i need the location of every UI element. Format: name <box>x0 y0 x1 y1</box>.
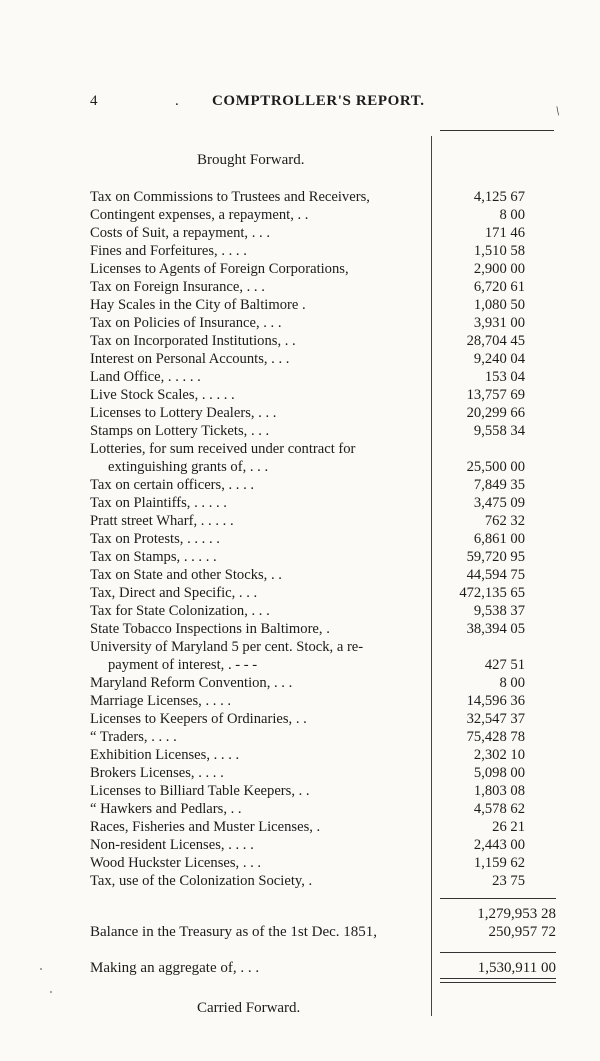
ledger-row-label: “ Traders, . . . . <box>90 729 177 745</box>
ledger-row-label: Interest on Personal Accounts, . . . <box>90 351 290 367</box>
ledger-row-label: Tax on Incorporated Institutions, . . <box>90 333 296 349</box>
ledger-row-label: Pratt street Wharf, . . . . . <box>90 513 234 529</box>
ledger-row-label: Land Office, . . . . . <box>90 369 201 385</box>
aggregate-top-rule <box>440 952 556 953</box>
ledger-row-amount: 38,394 05 <box>466 621 525 637</box>
ledger-row <box>90 530 560 548</box>
ledger-row <box>90 854 560 872</box>
ledger-row <box>90 782 560 800</box>
ledger-row-amount: 9,558 34 <box>473 423 525 439</box>
speck <box>50 991 52 993</box>
ledger-row-label: Non-resident Licenses, . . . . <box>90 837 254 853</box>
ledger-row-label: Races, Fisheries and Muster Licenses, . <box>90 819 321 835</box>
ledger-row-amount: 3,475 09 <box>473 495 525 511</box>
ledger-row-amount: 4,125 67 <box>473 189 525 205</box>
ledger-row-amount: 8 00 <box>499 675 525 691</box>
ledger-row <box>90 548 560 566</box>
header-rule <box>440 130 554 131</box>
entries-list <box>90 188 560 890</box>
ledger-row-label: Licenses to Agents of Foreign Corporations, <box>90 261 349 277</box>
subtotal-rule <box>440 898 556 899</box>
ledger-row-amount: 472,135 65 <box>459 585 525 601</box>
ledger-row <box>90 386 560 404</box>
ledger-row-label: Tax on Commissions to Trustees and Receivers, <box>90 189 370 205</box>
ledger-row-amount: 762 32 <box>484 513 525 529</box>
ledger-row-amount: 25,500 00 <box>466 459 525 475</box>
ledger-row-amount: 4,578 62 <box>473 801 525 817</box>
page-number: 4 <box>90 93 98 109</box>
ledger-row-label: Tax for State Colonization, . . . <box>90 603 270 619</box>
ledger-row-amount: 2,900 00 <box>473 261 525 277</box>
ledger-row <box>90 566 560 584</box>
ledger-row-label: Wood Huckster Licenses, . . . <box>90 855 262 871</box>
ledger-row <box>90 584 560 602</box>
ledger-row-amount: 44,594 75 <box>466 567 525 583</box>
ledger-row-label: University of Maryland 5 per cent. Stock, a re- <box>90 639 364 655</box>
ledger-row-label: State Tobacco Inspections in Baltimore, . <box>90 621 330 637</box>
ledger-row-label: Maryland Reform Convention, . . . <box>90 675 293 691</box>
ledger-row-amount: 7,849 35 <box>473 477 525 493</box>
ledger-row <box>90 206 560 224</box>
ledger-row-amount: 2,302 10 <box>473 747 525 763</box>
ledger-row <box>90 440 560 458</box>
ledger-row <box>90 476 560 494</box>
ledger-row-label: “ Hawkers and Pedlars, . . <box>90 801 242 817</box>
aggregate-label: Making an aggregate of, . . . <box>90 960 260 976</box>
ledger-row <box>90 512 560 530</box>
ledger-row <box>90 764 560 782</box>
ledger-row <box>90 674 560 692</box>
ledger-row-label: Licenses to Keepers of Ordinaries, . . <box>90 711 307 727</box>
ledger-row-label: Tax on Foreign Insurance, . . . <box>90 279 265 295</box>
ledger-row-amount: 9,240 04 <box>473 351 525 367</box>
ledger-row <box>90 692 560 710</box>
subtotal-amount: 1,279,953 28 <box>477 906 556 922</box>
ledger-row-label: Tax on Plaintiffs, . . . . . <box>90 495 227 511</box>
ledger-row <box>90 404 560 422</box>
ledger-row-label: Exhibition Licenses, . . . . <box>90 747 240 763</box>
balance-line <box>0 923 556 941</box>
ledger-row-amount: 26 21 <box>492 819 525 835</box>
ledger-row <box>90 746 560 764</box>
section-heading-bottom: Carried Forward. <box>197 1000 301 1016</box>
ledger-row-amount: 6,720 61 <box>473 279 525 295</box>
balance-amount: 250,957 72 <box>488 924 556 940</box>
ledger-row <box>90 620 560 638</box>
ledger-row <box>90 602 560 620</box>
ledger-row-label: Tax, use of the Colonization Society, . <box>90 873 313 889</box>
ledger-row <box>90 332 560 350</box>
ledger-row <box>90 656 560 674</box>
aggregate-amount: 1,530,911 00 <box>477 960 556 976</box>
ledger-row <box>90 296 560 314</box>
ledger-row-label: Brokers Licenses, . . . . <box>90 765 224 781</box>
aggregate-double-rule-1 <box>440 978 556 979</box>
ledger-row-label: Licenses to Billiard Table Keepers, . . <box>90 783 310 799</box>
ledger-row-label: Marriage Licenses, . . . . <box>90 693 232 709</box>
ledger-row-amount: 2,443 00 <box>473 837 525 853</box>
ledger-row <box>90 836 560 854</box>
ledger-row-amount: 1,510 58 <box>473 243 525 259</box>
ledger-row-amount: 9,538 37 <box>473 603 525 619</box>
ledger-row <box>90 422 560 440</box>
ledger-row-amount: 59,720 95 <box>466 549 525 565</box>
ledger-row-label: Licenses to Lottery Dealers, . . . <box>90 405 277 421</box>
ledger-row-label: Lotteries, for sum received under contract for <box>90 441 356 457</box>
ledger-row-amount: 3,931 00 <box>473 315 525 331</box>
ledger-row <box>90 368 560 386</box>
header-separator: . <box>175 93 179 109</box>
ledger-row <box>90 224 560 242</box>
ledger-row-label: extinguishing grants of, . . . <box>108 459 269 475</box>
ledger-row-amount: 1,803 08 <box>473 783 525 799</box>
ledger-row <box>90 728 560 746</box>
ledger-row-amount: 427 51 <box>484 657 525 673</box>
ledger-row-label: Hay Scales in the City of Baltimore . <box>90 297 306 313</box>
ledger-row-amount: 1,080 50 <box>473 297 525 313</box>
ledger-row-amount: 153 04 <box>484 369 525 385</box>
page-title: COMPTROLLER'S REPORT. <box>212 93 425 109</box>
ledger-row-label: Tax on certain officers, . . . . <box>90 477 255 493</box>
ledger-row-label: payment of interest, . - - - <box>108 657 258 673</box>
subtotal-line <box>0 905 556 923</box>
ledger-row <box>90 314 560 332</box>
ledger-row-amount: 8 00 <box>499 207 525 223</box>
aggregate-double-rule-2 <box>440 982 556 983</box>
ledger-row-label: Tax on Policies of Insurance, . . . <box>90 315 282 331</box>
ledger-row-label: Tax on State and other Stocks, . . <box>90 567 282 583</box>
ledger-row-amount: 20,299 66 <box>466 405 525 421</box>
ledger-row <box>90 872 560 890</box>
ledger-row-label: Tax on Stamps, . . . . . <box>90 549 217 565</box>
ledger-row-amount: 32,547 37 <box>466 711 525 727</box>
ledger-row-amount: 1,159 62 <box>473 855 525 871</box>
ledger-row-amount: 171 46 <box>484 225 525 241</box>
ledger-row <box>90 350 560 368</box>
ledger-row-label: Live Stock Scales, . . . . . <box>90 387 235 403</box>
ledger-row <box>90 188 560 206</box>
ledger-row <box>90 260 560 278</box>
ledger-row <box>90 494 560 512</box>
ledger-row-amount: 23 75 <box>492 873 525 889</box>
ledger-row <box>90 458 560 476</box>
ledger-row <box>90 278 560 296</box>
ledger-row-label: Costs of Suit, a repayment, . . . <box>90 225 270 241</box>
ledger-row-label: Fines and Forfeitures, . . . . <box>90 243 247 259</box>
ledger-row-label: Stamps on Lottery Tickets, . . . <box>90 423 270 439</box>
ledger-row-amount: 6,861 00 <box>473 531 525 547</box>
balance-label: Balance in the Treasury as of the 1st Dec. 1851, <box>90 924 378 940</box>
ledger-row-label: Tax, Direct and Specific, . . . <box>90 585 258 601</box>
ledger-row-amount: 5,098 00 <box>473 765 525 781</box>
ledger-row-label: Tax on Protests, . . . . . <box>90 531 220 547</box>
ledger-row-amount: 75,428 78 <box>466 729 525 745</box>
speck <box>40 968 42 970</box>
ink-mark: / <box>552 103 563 118</box>
ledger-row-amount: 28,704 45 <box>466 333 525 349</box>
aggregate-line <box>0 959 556 977</box>
ledger-row-label: Contingent expenses, a repayment, . . <box>90 207 309 223</box>
ledger-row <box>90 800 560 818</box>
ledger-row <box>90 242 560 260</box>
section-heading-top: Brought Forward. <box>197 152 305 168</box>
ledger-row <box>90 818 560 836</box>
ledger-row-amount: 13,757 69 <box>466 387 525 403</box>
ledger-row <box>90 710 560 728</box>
ledger-row-amount: 14,596 36 <box>466 693 525 709</box>
ledger-row <box>90 638 560 656</box>
